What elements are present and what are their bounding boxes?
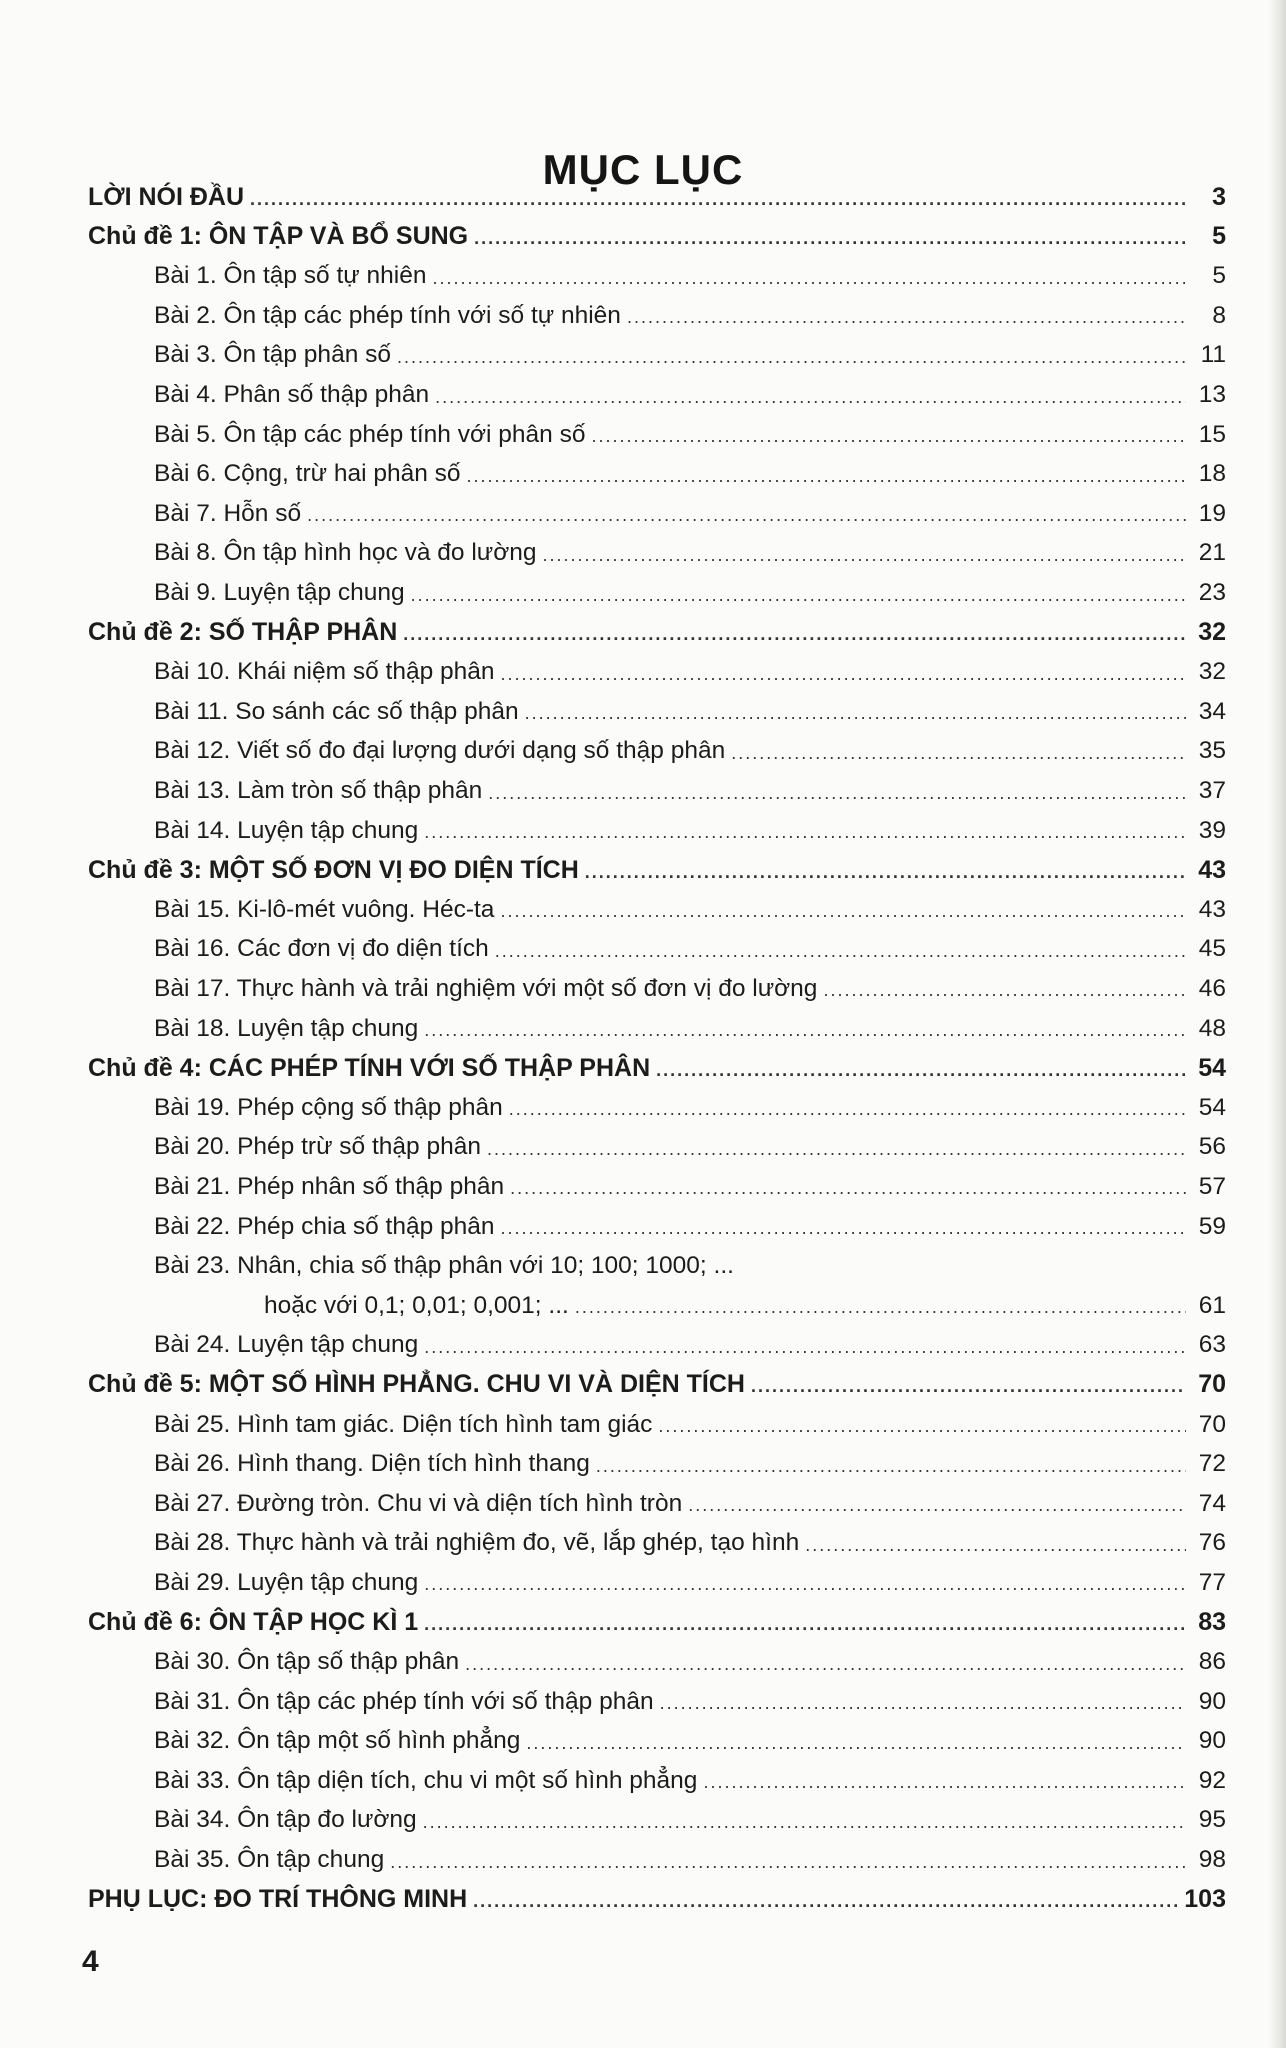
dot-leader bbox=[543, 546, 1186, 568]
toc-entry-label: Bài 31. Ôn tập các phép tính với số thập phân bbox=[154, 1687, 654, 1715]
toc-entry-page-number: 70 bbox=[1198, 1410, 1226, 1438]
toc-lesson-entry[interactable] bbox=[88, 726, 1226, 766]
dot-leader bbox=[424, 823, 1186, 845]
dot-leader bbox=[660, 1694, 1186, 1716]
toc-entry-label: Bài 35. Ôn tập chung bbox=[154, 1846, 385, 1874]
toc-entry-page-number: 95 bbox=[1198, 1806, 1226, 1834]
toc-entry-label: Chủ đề 2: SỐ THẬP PHÂN bbox=[88, 618, 398, 647]
dot-leader bbox=[688, 1496, 1186, 1518]
toc-entry-page-number: 39 bbox=[1198, 816, 1226, 844]
dot-leader bbox=[656, 1061, 1186, 1083]
toc-lesson-entry[interactable] bbox=[88, 766, 1226, 806]
toc-entry-label: Bài 13. Làm tròn số thập phân bbox=[154, 777, 483, 804]
dot-leader bbox=[465, 1655, 1186, 1677]
toc-entry-label: Bài 22. Phép chia số thập phân bbox=[154, 1212, 495, 1240]
toc-entry-page-number: 18 bbox=[1198, 460, 1226, 488]
dot-leader bbox=[473, 1892, 1178, 1914]
toc-entry-label: Bài 4. Phân số thập phân bbox=[154, 381, 430, 409]
toc-entry-label: Bài 8. Ôn tập hình học và đo lường bbox=[154, 539, 537, 567]
toc-entry-label: Chủ đề 1: ÔN TẬP VÀ BỔ SUNG bbox=[88, 222, 469, 251]
toc-entry-label: Bài 16. Các đơn vị đo diện tích bbox=[154, 935, 489, 963]
dot-leader bbox=[805, 1536, 1186, 1558]
toc-lesson-entry[interactable] bbox=[88, 806, 1226, 846]
toc-entry-label: Bài 19. Phép cộng số thập phân bbox=[154, 1093, 503, 1121]
toc-lesson-entry[interactable] bbox=[88, 528, 1226, 568]
dot-leader bbox=[495, 942, 1186, 964]
toc-entry-page-number: 19 bbox=[1198, 499, 1226, 527]
toc-entry-label: Bài 29. Luyện tập chung bbox=[154, 1568, 419, 1596]
toc-entry-label: Bài 23. Nhân, chia số thập phân với 10; 100; 1000; ... bbox=[154, 1252, 734, 1280]
toc-entry-label: Chủ đề 5: MỘT SỐ HÌNH PHẲNG. CHU VI VÀ DIỆN TÍCH bbox=[88, 1370, 745, 1399]
toc-entry-page-number: 98 bbox=[1198, 1846, 1226, 1874]
toc-lesson-entry[interactable] bbox=[88, 1320, 1226, 1360]
toc-entry-page-number: 43 bbox=[1198, 895, 1226, 923]
toc-lesson-entry[interactable] bbox=[88, 410, 1226, 450]
dot-leader bbox=[501, 665, 1186, 687]
dot-leader bbox=[731, 744, 1186, 766]
toc-chapter-entry[interactable] bbox=[88, 172, 1226, 212]
toc-entry-page-number: 61 bbox=[1198, 1291, 1226, 1319]
dot-leader bbox=[435, 388, 1186, 410]
toc-lesson-entry[interactable] bbox=[88, 1241, 1226, 1281]
toc-entry-page-number: 90 bbox=[1198, 1727, 1226, 1755]
table-of-contents bbox=[88, 172, 1226, 1914]
toc-entry-page-number: 54 bbox=[1198, 1093, 1226, 1121]
dot-leader bbox=[424, 1021, 1186, 1043]
toc-entry-label: Bài 20. Phép trừ số thập phân bbox=[154, 1133, 481, 1161]
toc-entry-page-number: 86 bbox=[1198, 1648, 1226, 1676]
toc-entry-page-number: 72 bbox=[1198, 1450, 1226, 1478]
toc-lesson-entry[interactable] bbox=[88, 1518, 1226, 1558]
toc-entry-label: Chủ đề 3: MỘT SỐ ĐƠN VỊ ĐO DIỆN TÍCH bbox=[88, 855, 579, 884]
toc-entry-page-number: 48 bbox=[1198, 1014, 1226, 1042]
toc-entry-page-number: 43 bbox=[1198, 855, 1226, 884]
toc-lesson-entry[interactable] bbox=[88, 489, 1226, 529]
toc-lesson-entry[interactable] bbox=[88, 251, 1226, 291]
toc-entry-label: Bài 3. Ôn tập phân số bbox=[154, 341, 391, 369]
toc-chapter-entry[interactable] bbox=[88, 1043, 1226, 1083]
toc-lesson-entry[interactable] bbox=[88, 1083, 1226, 1123]
toc-entry-label: Bài 14. Luyện tập chung bbox=[154, 816, 419, 844]
toc-entry-page-number: 21 bbox=[1198, 539, 1226, 567]
toc-entry-label: Bài 9. Luyện tập chung bbox=[154, 579, 405, 607]
toc-entry-label: Bài 10. Khái niệm số thập phân bbox=[154, 658, 495, 686]
dot-leader bbox=[703, 1773, 1186, 1795]
toc-entry-label: Chủ đề 4: CÁC PHÉP TÍNH VỚI SỐ THẬP PHÂN bbox=[88, 1053, 651, 1082]
dot-leader bbox=[424, 1615, 1186, 1637]
dot-leader bbox=[403, 625, 1186, 647]
page-title: MỤC LỤC bbox=[542, 146, 744, 194]
toc-lesson-entry[interactable] bbox=[88, 885, 1226, 925]
toc-entry-page-number: 77 bbox=[1198, 1568, 1226, 1596]
dot-leader bbox=[488, 784, 1186, 806]
dot-leader bbox=[575, 1298, 1186, 1320]
toc-entry-page-number: 59 bbox=[1198, 1212, 1226, 1240]
toc-lesson-entry[interactable] bbox=[88, 568, 1226, 608]
toc-chapter-entry[interactable] bbox=[88, 1360, 1226, 1400]
toc-entry-label: hoặc với 0,1; 0,01; 0,001; ... bbox=[264, 1291, 569, 1319]
toc-chapter-entry[interactable] bbox=[88, 845, 1226, 885]
toc-entry-label: Bài 18. Luyện tập chung bbox=[154, 1014, 419, 1042]
dot-leader bbox=[487, 1140, 1186, 1162]
toc-entry-label: Bài 33. Ôn tập diện tích, chu vi một số hình phẳng bbox=[154, 1766, 698, 1794]
dot-leader bbox=[658, 1417, 1186, 1439]
dot-leader bbox=[509, 1100, 1186, 1122]
toc-entry-label: Bài 12. Viết số đo đại lượng dưới dạng số thập phân bbox=[154, 737, 726, 765]
toc-lesson-entry[interactable] bbox=[88, 1281, 1226, 1321]
toc-lesson-entry[interactable] bbox=[88, 449, 1226, 489]
toc-entry-label: Bài 21. Phép nhân số thập phân bbox=[154, 1172, 505, 1200]
dot-leader bbox=[526, 1734, 1186, 1756]
toc-lesson-entry[interactable] bbox=[88, 647, 1226, 687]
toc-chapter-entry[interactable] bbox=[88, 608, 1226, 648]
toc-entry-page-number: 37 bbox=[1198, 777, 1226, 804]
toc-entry-page-number: 90 bbox=[1198, 1687, 1226, 1715]
toc-entry-label: Bài 26. Hình thang. Diện tích hình thang bbox=[154, 1450, 590, 1478]
toc-entry-page-number: 3 bbox=[1212, 182, 1226, 211]
toc-entry-label: Bài 2. Ôn tập các phép tính với số tự nhiên bbox=[154, 301, 621, 329]
toc-lesson-entry[interactable] bbox=[88, 330, 1226, 370]
dot-leader bbox=[585, 863, 1186, 885]
toc-entry-label: Bài 17. Thực hành và trải nghiệm với một số đơn vị đo lường bbox=[154, 974, 818, 1002]
toc-entry-label: Bài 7. Hỗn số bbox=[154, 499, 302, 527]
toc-entry-label: Bài 34. Ôn tập đo lường bbox=[154, 1806, 417, 1834]
dot-leader bbox=[740, 1277, 1186, 1281]
toc-entry-label: Bài 28. Thực hành và trải nghiệm đo, vẽ, lắp ghép, tạo hình bbox=[154, 1529, 800, 1557]
toc-lesson-entry[interactable] bbox=[88, 1558, 1226, 1598]
toc-entry-page-number: 32 bbox=[1198, 658, 1226, 686]
dot-leader bbox=[751, 1377, 1186, 1399]
toc-entry-page-number: 57 bbox=[1198, 1172, 1226, 1200]
dot-leader bbox=[423, 1813, 1186, 1835]
dot-leader bbox=[411, 586, 1186, 608]
toc-lesson-entry[interactable] bbox=[88, 291, 1226, 331]
toc-entry-page-number: 45 bbox=[1198, 935, 1226, 963]
toc-entry-page-number: 15 bbox=[1198, 420, 1226, 448]
toc-entry-page-number: 32 bbox=[1198, 618, 1226, 647]
toc-entry-page-number: 35 bbox=[1198, 737, 1226, 765]
toc-entry-page-number: 76 bbox=[1198, 1529, 1226, 1557]
toc-entry-page-number: 70 bbox=[1198, 1370, 1226, 1399]
toc-lesson-entry[interactable] bbox=[88, 1756, 1226, 1796]
toc-lesson-entry[interactable] bbox=[88, 1716, 1226, 1756]
toc-lesson-entry[interactable] bbox=[88, 1162, 1226, 1202]
toc-entry-page-number: 74 bbox=[1198, 1489, 1226, 1517]
toc-entry-label: Bài 6. Cộng, trừ hai phân số bbox=[154, 460, 461, 488]
toc-lesson-entry[interactable] bbox=[88, 1479, 1226, 1519]
toc-entry-label: PHỤ LỤC: ĐO TRÍ THÔNG MINH bbox=[88, 1885, 468, 1914]
toc-entry-page-number: 13 bbox=[1198, 381, 1226, 409]
dot-leader bbox=[627, 308, 1186, 330]
dot-leader bbox=[591, 427, 1186, 449]
toc-entry-label: LỜI NÓI ĐẦU bbox=[88, 182, 245, 211]
dot-leader bbox=[467, 467, 1186, 489]
toc-entry-page-number: 5 bbox=[1212, 262, 1226, 290]
dot-leader bbox=[501, 1219, 1186, 1241]
toc-entry-page-number: 5 bbox=[1212, 222, 1226, 251]
toc-lesson-entry[interactable] bbox=[88, 1439, 1226, 1479]
dot-leader bbox=[424, 1338, 1186, 1360]
toc-entry-page-number: 34 bbox=[1198, 697, 1226, 725]
toc-lesson-entry[interactable] bbox=[88, 1795, 1226, 1835]
toc-entry-label: Bài 24. Luyện tập chung bbox=[154, 1331, 419, 1359]
toc-entry-label: Bài 32. Ôn tập một số hình phẳng bbox=[154, 1727, 521, 1755]
dot-leader bbox=[596, 1457, 1186, 1479]
toc-entry-page-number: 63 bbox=[1198, 1331, 1226, 1359]
toc-entry-label: Bài 5. Ôn tập các phép tính với phân số bbox=[154, 420, 586, 448]
toc-entry-label: Chủ đề 6: ÔN TẬP HỌC KÌ 1 bbox=[88, 1607, 419, 1636]
toc-entry-page-number: 46 bbox=[1198, 974, 1226, 1002]
toc-entry-label: Bài 15. Ki-lô-mét vuông. Héc-ta bbox=[154, 895, 495, 923]
toc-entry-page-number bbox=[1192, 1279, 1226, 1281]
dot-leader bbox=[390, 1853, 1186, 1875]
page-edge-shadow bbox=[1268, 0, 1286, 2048]
toc-lesson-entry[interactable] bbox=[88, 1637, 1226, 1677]
toc-entry-page-number: 8 bbox=[1212, 301, 1226, 329]
dot-leader bbox=[500, 902, 1186, 924]
toc-lesson-entry[interactable] bbox=[88, 964, 1226, 1004]
toc-entry-page-number: 83 bbox=[1198, 1607, 1226, 1636]
toc-lesson-entry[interactable] bbox=[88, 1122, 1226, 1162]
dot-leader bbox=[474, 229, 1186, 251]
dot-leader bbox=[424, 1575, 1186, 1597]
toc-entry-label: Bài 25. Hình tam giác. Diện tích hình tam giác bbox=[154, 1410, 653, 1438]
dot-leader bbox=[432, 269, 1186, 291]
toc-entry-page-number: 23 bbox=[1198, 579, 1226, 607]
toc-entry-page-number: 56 bbox=[1198, 1133, 1226, 1161]
toc-entry-label: Bài 1. Ôn tập số tự nhiên bbox=[154, 262, 427, 290]
toc-entry-page-number: 54 bbox=[1198, 1053, 1226, 1082]
page-number: 4 bbox=[82, 1945, 99, 1978]
toc-entry-page-number: 92 bbox=[1198, 1766, 1226, 1794]
toc-lesson-entry[interactable] bbox=[88, 1201, 1226, 1241]
toc-entry-page-number: 11 bbox=[1200, 341, 1226, 369]
toc-entry-page-number: 103 bbox=[1184, 1885, 1226, 1914]
toc-entry-label: Bài 27. Đường tròn. Chu vi và diện tích hình tròn bbox=[154, 1489, 683, 1517]
dot-leader bbox=[250, 190, 1186, 212]
toc-lesson-entry[interactable] bbox=[88, 1399, 1226, 1439]
toc-lesson-entry[interactable] bbox=[88, 924, 1226, 964]
toc-chapter-entry[interactable] bbox=[88, 212, 1226, 252]
toc-entry-label: Bài 30. Ôn tập số thập phân bbox=[154, 1648, 460, 1676]
toc-lesson-entry[interactable] bbox=[88, 1003, 1226, 1043]
dot-leader bbox=[307, 506, 1186, 528]
toc-lesson-entry[interactable] bbox=[88, 370, 1226, 410]
dot-leader bbox=[823, 981, 1186, 1003]
toc-lesson-entry[interactable] bbox=[88, 687, 1226, 727]
dot-leader bbox=[525, 704, 1186, 726]
toc-entry-label: Bài 11. So sánh các số thập phân bbox=[154, 697, 519, 725]
toc-lesson-entry[interactable] bbox=[88, 1677, 1226, 1717]
dot-leader bbox=[510, 1179, 1186, 1201]
toc-chapter-entry[interactable] bbox=[88, 1875, 1226, 1915]
dot-leader bbox=[397, 348, 1186, 370]
toc-lesson-entry[interactable] bbox=[88, 1835, 1226, 1875]
toc-chapter-entry[interactable] bbox=[88, 1597, 1226, 1637]
